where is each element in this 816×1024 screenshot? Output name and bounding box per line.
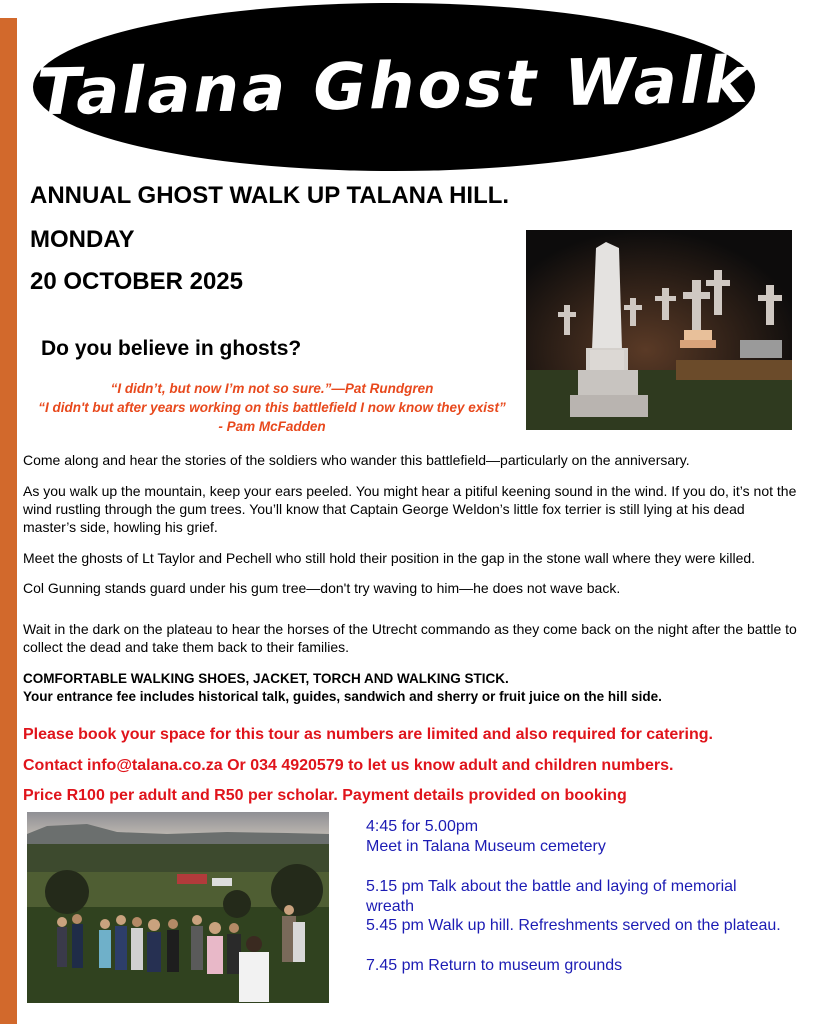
terrier-paragraph: As you walk up the mountain, keep your ears peeled. You might hear a pitiful keening sound in the wind. If you do, it’s not the wind rustling through the gum trees. You’ll know that Captain George Weldon’s little fox terrier is still lying at his dead master’s side, howling his grief. bbox=[23, 483, 797, 535]
schedule-return: 7.45 pm Return to museum grounds bbox=[366, 957, 623, 974]
intro-paragraph: Come along and hear the stories of the soldiers who wander this battlefield—particularly on the anniversary. bbox=[23, 452, 690, 468]
taylor-pechell-paragraph: Meet the ghosts of Lt Taylor and Pechell who still hold their position in the gap in the stone wall where they were killed. bbox=[23, 550, 756, 566]
title-banner bbox=[33, 3, 755, 171]
hill-group-photo bbox=[27, 812, 329, 1003]
schedule-talk: 5.15 pm Talk about the battle and laying of memorial wreath bbox=[366, 878, 737, 915]
utrecht-paragraph: Wait in the dark on the plateau to hear the horses of the Utrecht commando as they come back on the night after the battle to collect the dead and take them back to their families. bbox=[23, 621, 797, 655]
schedule-start-time: 4:45 for 5.00pm bbox=[366, 818, 479, 835]
quote-mcfadden-attribution: - Pam McFadden bbox=[218, 419, 326, 434]
quote-mcfadden: “I didn't but after years working on this battlefield I now know they exist” bbox=[38, 400, 506, 415]
event-headline: ANNUAL GHOST WALK UP TALANA HILL. bbox=[30, 182, 510, 209]
gear-requirements: COMFORTABLE WALKING SHOES, JACKET, TORCH AND WALKING STICK. bbox=[23, 671, 509, 686]
left-accent-bar bbox=[0, 18, 17, 1024]
booking-price: Price R100 per adult and R50 per scholar. Payment details provided on booking bbox=[23, 787, 627, 804]
quote-rundgren: “I didn’t, but now I’m not so sure.”—Pat Rundgren bbox=[110, 381, 434, 396]
booking-notice: Please book your space for this tour as numbers are limited and also required for catering. bbox=[23, 726, 713, 743]
schedule-meet-point: Meet in Talana Museum cemetery bbox=[366, 838, 606, 855]
fee-includes: Your entrance fee includes historical talk, guides, sandwich and sherry or fruit juice on the hill side. bbox=[23, 689, 662, 704]
schedule-walk: 5.45 pm Walk up hill. Refreshments served on the plateau. bbox=[366, 917, 781, 934]
gunning-paragraph: Col Gunning stands guard under his gum tree—don't try waving to him—he does not wave back. bbox=[23, 580, 621, 596]
event-day: MONDAY bbox=[30, 226, 135, 253]
ghost-question: Do you believe in ghosts? bbox=[41, 337, 302, 360]
page-title: Talana Ghost Walk bbox=[36, 43, 752, 131]
event-date: 20 OCTOBER 2025 bbox=[30, 268, 243, 295]
booking-contact: Contact info@talana.co.za Or 034 4920579 to let us know adult and children numbers. bbox=[23, 757, 674, 774]
cemetery-photo bbox=[526, 230, 792, 430]
